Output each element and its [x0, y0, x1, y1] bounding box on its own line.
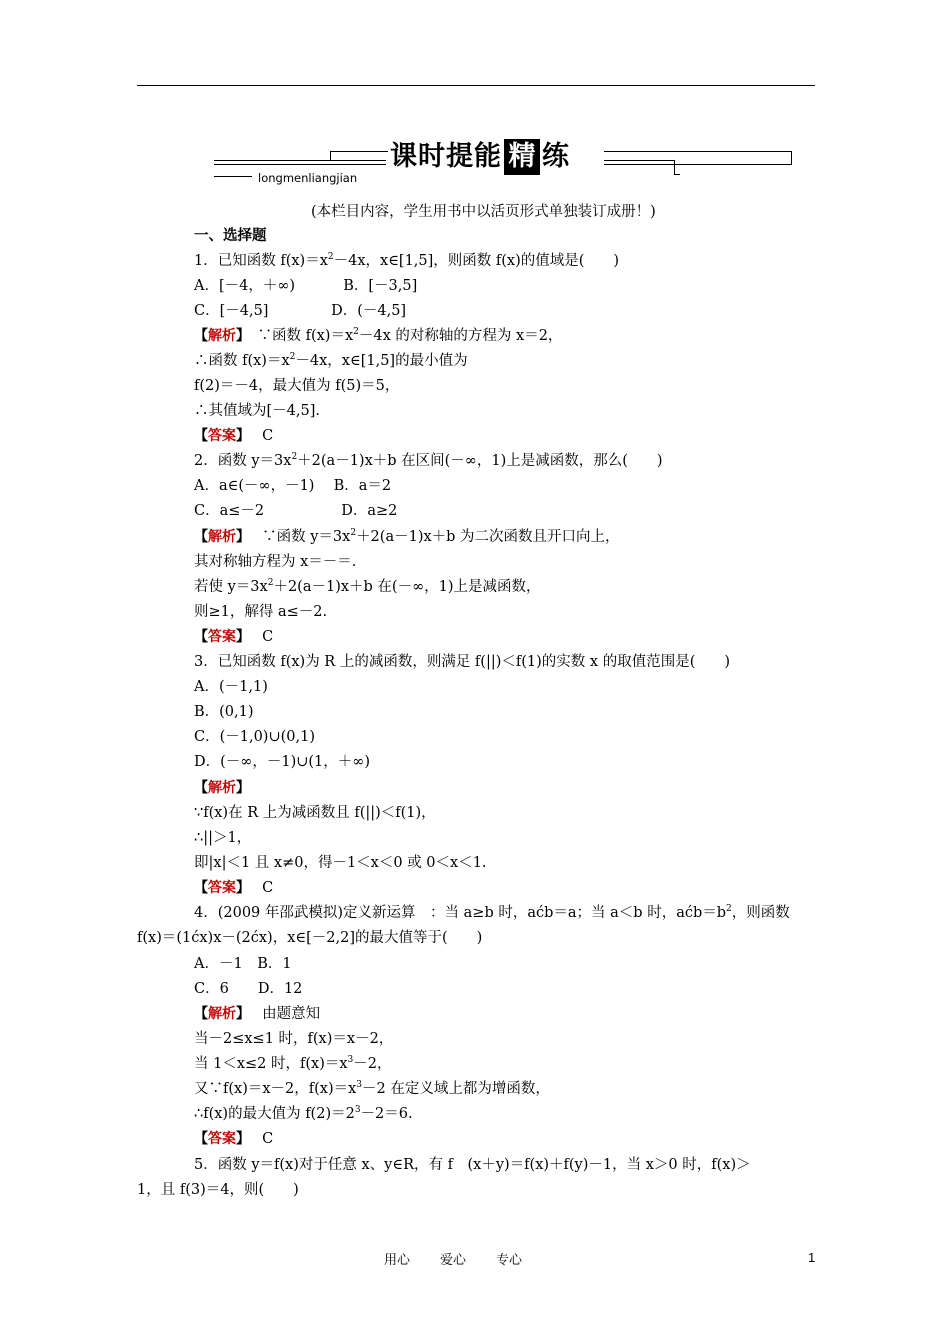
binding-note: (本栏目内容，学生用书中以活页形式单独装订成册！) — [311, 204, 656, 220]
q2-stem: 2．函数 $y=3x^2+2(a-1)x+b$ 在区间(－∞，1)上是减函数，那么( ) — [194, 452, 663, 469]
section-heading: 一、选择题 — [194, 228, 267, 244]
analysis-tag: 【解析】 — [194, 780, 250, 796]
brand-subtitle: longmenliangjian — [258, 171, 358, 185]
q4-stem-2: f(x)＝(1ćx)x－(2ćx)，x∈[－2,2]的最大值等于( ) — [137, 930, 483, 946]
analysis-tag: 【解析】 — [194, 328, 243, 344]
q1-analysis-1: 【解析】 ∵函数 $f(x)=x^2-4x$ 的对称轴的方程为 x＝2， — [194, 327, 563, 344]
q2-answer: 【答案】 C — [194, 629, 274, 645]
q4-analysis-3: 当 1＜x≤2 时，$f(x)=x^3-2$， — [194, 1055, 392, 1072]
q3-option-a: A．(－1,1) — [194, 679, 268, 695]
q1-analysis-2: ∴函数 $f(x)=x^2-4x$，x∈[1,5]的最小值为 — [194, 352, 468, 369]
q5-stem-1: 5．函数 y＝f(x)对于任意 x、y∈R，有 f (x＋y)＝f(x)＋f(y)－1，当 x＞0 时，f(x)＞ — [194, 1157, 751, 1173]
q3-answer: 【答案】 C — [194, 880, 274, 896]
q3-stem: 3．已知函数 f(x)为 R 上的减函数，则满足 f(||)＜f(1)的实数 x 的取值范围是( ) — [194, 654, 731, 670]
title-highlight-box: 精 — [504, 139, 540, 175]
q2-options-ab: A．a∈(－∞，－1) B．a＝2 — [194, 478, 392, 494]
page-title: 课时提能 精 练 — [390, 139, 570, 175]
q4-stem-1: 4．(2009 年邵武模拟)定义新运算 ：当 a≥b 时，aćb＝a；当 a＜b 时，$aćb=b^2$，则函数 — [194, 904, 790, 921]
answer-tag: 【答案】 — [194, 629, 243, 645]
answer-tag: 【答案】 — [194, 1131, 243, 1147]
q1-stem: 1．已知函数 $f(x)=x^2-4x$，x∈[1,5]，则函数 f(x)的值域是( ) — [194, 252, 620, 269]
q1-options-cd: C．[－4,5] D．(－4,5] — [194, 303, 407, 319]
answer-tag: 【答案】 — [194, 880, 243, 896]
q4-analysis-1: 【解析】 由题意知 — [194, 1006, 321, 1022]
q2-analysis-3: 若使 $y=3x^2+2(a-1)x+b$ 在(－∞，1)上是减函数， — [194, 578, 541, 595]
q5-stem-2: 1，且 f(3)＝4，则( ) — [137, 1182, 299, 1198]
q3-option-c: C．(－1,0)∪(0,1) — [194, 729, 315, 745]
q3-option-b: B．(0,1) — [194, 704, 254, 720]
page-number: 1 — [808, 1250, 816, 1265]
q4-answer: 【答案】 C — [194, 1131, 274, 1147]
q4-analysis-5: ∴f(x)的最大值为 $f(2)=2^3-2=6$. — [194, 1105, 413, 1122]
q3-analysis-3: 即|x|＜1 且 x≠0，得－1＜x＜0 或 0＜x＜1. — [194, 855, 487, 871]
q4-options-ab: A．－1 B．1 — [194, 956, 292, 972]
header-rule — [137, 85, 815, 86]
q3-analysis-2: ∴||＞1， — [194, 830, 252, 846]
analysis-tag: 【解析】 — [194, 529, 243, 545]
q4-options-cd: C．6 D．12 — [194, 981, 303, 997]
q2-analysis-2: 其对称轴方程为 x＝－＝. — [194, 554, 357, 570]
answer-tag: 【答案】 — [194, 428, 243, 444]
analysis-tag: 【解析】 — [194, 1006, 243, 1022]
q4-analysis-2: 当－2≤x≤1 时，f(x)＝x－2， — [194, 1031, 394, 1047]
q4-analysis-4: 又∵f(x)＝x－2，$f(x)=x^3-2$ 在定义域上都为增函数， — [194, 1080, 550, 1097]
q1-options-ab: A．[－4，＋∞) B．[－3,5] — [194, 278, 418, 294]
q1-answer: 【答案】 C — [194, 428, 274, 444]
q2-analysis-1: 【解析】 ∵函数 $y=3x^2+2(a-1)x+b$ 为二次函数且开口向上， — [194, 528, 620, 545]
q3-analysis-tag — [194, 778, 250, 798]
q3-analysis-1: ∵f(x)在 R 上为减函数且 f(||)＜f(1)， — [194, 805, 436, 821]
footer-motto: 用心 爱心 专心 — [384, 1253, 523, 1268]
q2-options-cd: C．a≤－2 D．a≥2 — [194, 503, 398, 519]
q2-analysis-4: 则≥1，解得 a≤－2. — [194, 604, 328, 620]
q3-option-d: D．(－∞，－1)∪(1，＋∞) — [194, 754, 371, 770]
q1-analysis-3: f(2)＝－4，最大值为 f(5)＝5， — [194, 378, 400, 394]
q1-analysis-4: ∴其值域为[－4,5]. — [194, 403, 320, 419]
